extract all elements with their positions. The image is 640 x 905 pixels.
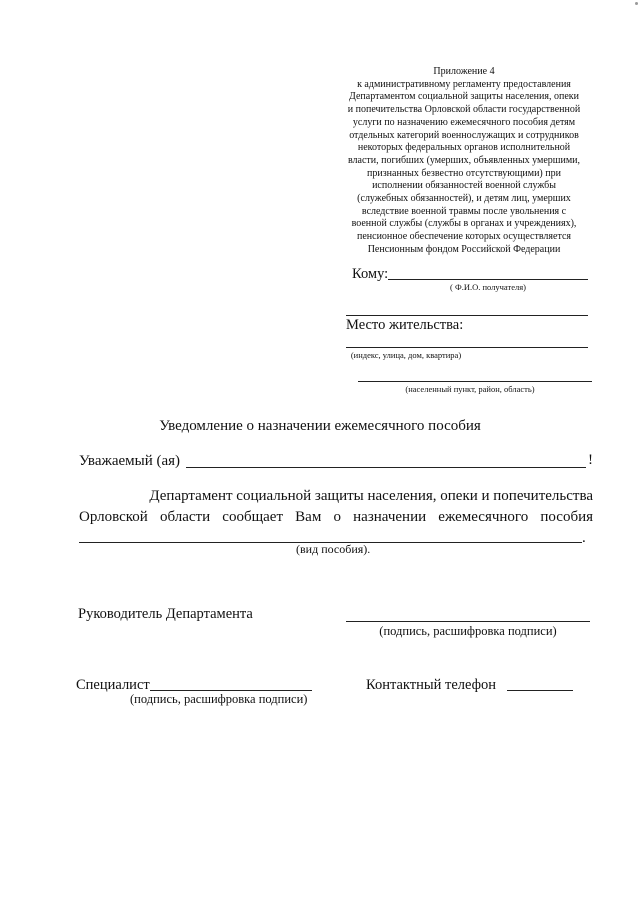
notice-title: Уведомление о назначении ежемесячного пособия [159, 418, 481, 434]
header-line: признанных безвестно отсутствующими) при [367, 167, 561, 179]
header-line: к административному регламенту предоставления [357, 78, 571, 90]
specialist-signature-caption: (подпись, расшифровка подписи) [130, 692, 308, 706]
residence-label: Место жительства: [346, 317, 464, 333]
header-line: вследствие военной травмы после увольнения с [361, 205, 567, 217]
head-label: Руководитель Департамента [78, 606, 253, 622]
addressee-name-field[interactable] [186, 467, 586, 468]
header-line: пенсионное обеспечение которых осуществляется [356, 231, 571, 243]
header-line: (служебных обязанностей), и детям лиц, умерших [357, 193, 571, 205]
header-line: власти, погибших (умерших, объявленных умершими, [347, 154, 581, 166]
recipient-name-field-2[interactable] [346, 315, 588, 316]
address-field[interactable] [346, 347, 588, 348]
salutation-end: ! [588, 452, 593, 468]
specialist-signature-field[interactable] [150, 690, 312, 691]
header-line: военной службы (службы в органах и учреждениях), [351, 218, 577, 230]
to-label: Кому: [352, 266, 389, 282]
specialist-label: Специалист [76, 677, 150, 693]
header-line: Приложение 4 [433, 66, 495, 77]
header-line: и попечительства Орловской области государственной [347, 104, 581, 116]
body-line-1: Департамент социальной защиты населения, опеки и попечительства [149, 488, 593, 504]
head-signature-field[interactable] [346, 621, 590, 622]
body-line-2: Орловской области сообщает Вам о назначении ежемесячного пособия [79, 509, 593, 525]
header-line: исполнении обязанностей военной службы [372, 180, 556, 192]
address-caption: (индекс, улица, дом, квартира) [350, 350, 462, 360]
header-line: отдельных категорий военнослужащих и сотрудников [349, 129, 579, 141]
header-line: некоторых федеральных органов исполнительной [357, 142, 571, 154]
recipient-name-field[interactable] [388, 279, 588, 280]
salutation-label: Уважаемый (ая) [79, 453, 181, 469]
head-signature-caption: (подпись, расшифровка подписи) [379, 624, 557, 638]
body-line-3-end: . [582, 530, 586, 546]
phone-label: Контактный телефон [366, 677, 497, 693]
locality-field[interactable] [358, 381, 592, 382]
header-line: Пенсионным фондом Российской Федерации [367, 243, 561, 255]
header-line: услуги по назначению ежемесячного пособия детям [352, 116, 576, 128]
header-line: Департаментом социальной защиты населения, опеки [349, 91, 579, 103]
scan-speck [635, 2, 638, 5]
locality-caption: (населенный пункт, район, область) [405, 384, 535, 394]
benefit-caption: (вид пособия). [296, 542, 371, 556]
appendix-header [328, 66, 600, 257]
phone-field[interactable] [507, 690, 573, 691]
recipient-caption: ( Ф.И.О. получателя) [450, 282, 526, 292]
